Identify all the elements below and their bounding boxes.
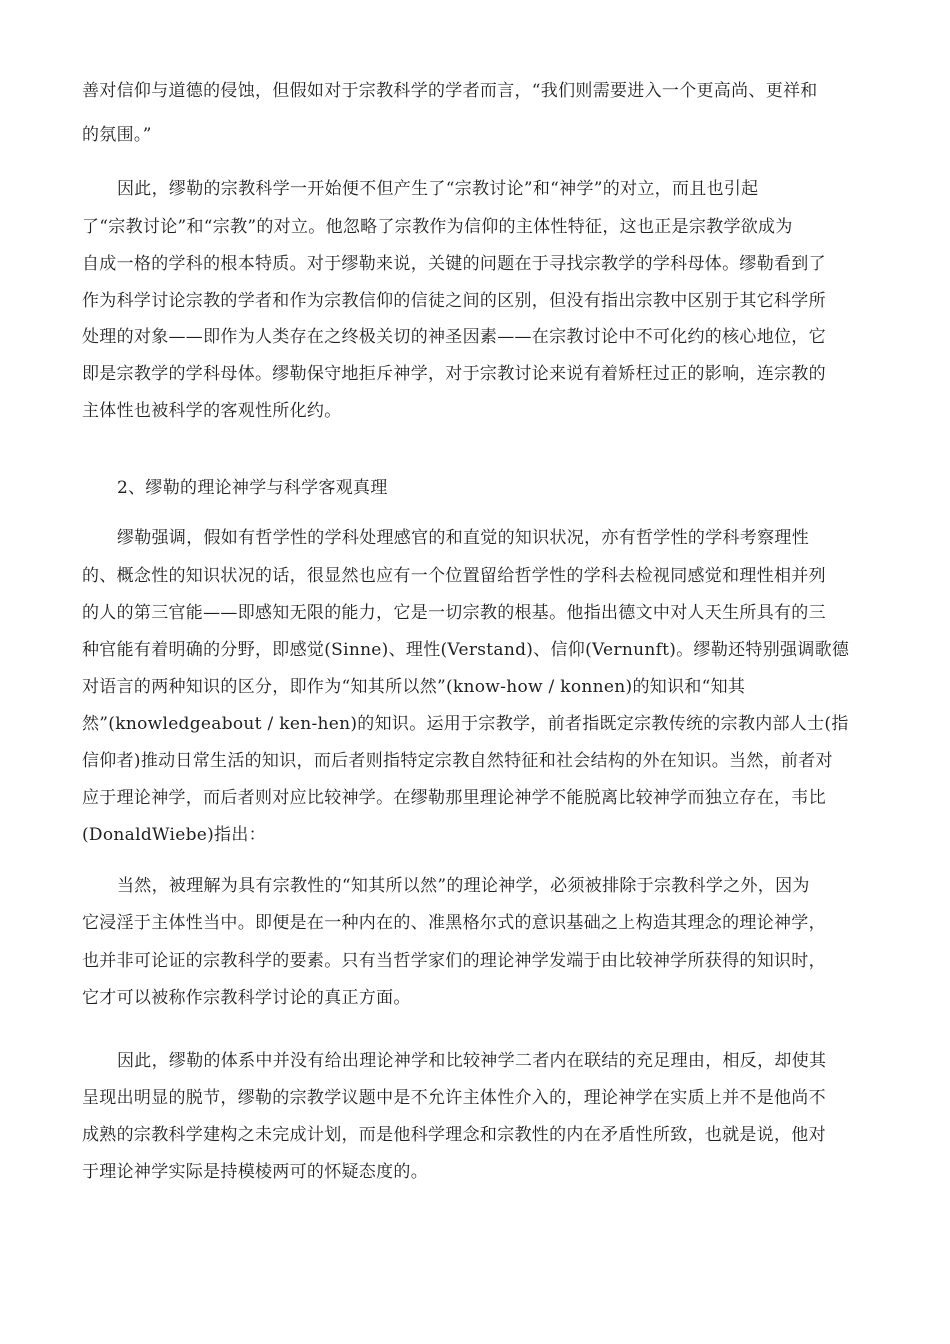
text-line: 种官能有着明确的分野，即感觉(Sinne)、理性(Verstand)、信仰(Vernunft)。缪勒还特别强调歌德 <box>82 640 850 660</box>
section-heading: 2、缪勒的理论神学与科学客观真理 <box>117 478 388 498</box>
text-line: 善对信仰与道德的侵蚀，但假如对于宗教科学的学者而言，“我们则需要进入一个更高尚、更祥和 <box>82 81 818 101</box>
text-line: 成熟的宗教科学建构之未完成计划，而是他科学理念和宗教性的内在矛盾性所致，也就是说，他对 <box>82 1125 826 1145</box>
text-line: 处理的对象——即作为人类存在之终极关切的神圣因素——在宗教讨论中不可化约的核心地位，它 <box>82 327 826 347</box>
text-line: 信仰者)推动日常生活的知识，而后者则指特定宗教自然特征和社会结构的外在知识。当然，前者对 <box>82 751 833 771</box>
text-line: 的、概念性的知识状况的话，很显然也应有一个位置留给哲学性的学科去检视同感觉和理性相并列 <box>82 566 826 586</box>
text-line: 因此，缪勒的体系中并没有给出理论神学和比较神学二者内在联结的充足理由，相反，却使其 <box>117 1051 827 1071</box>
text-line: (DonaldWiebe)指出： <box>82 825 266 845</box>
text-line: 主体性也被科学的客观性所化约。 <box>82 401 342 421</box>
text-line: 自成一格的学科的根本特质。对于缪勒来说，关键的问题在于寻找宗教学的学科母体。缪勒看到了 <box>82 254 826 274</box>
text-line: 的氛围。” <box>82 125 152 145</box>
text-line: 应于理论神学，而后者则对应比较神学。在缪勒那里理论神学不能脱离比较神学而独立存在，韦比 <box>82 788 826 808</box>
text-line: 对语言的两种知识的区分，即作为“知其所以然”(know-how / konnen)的知识和“知其 <box>82 677 746 697</box>
text-line: 它才可以被称作宗教科学讨论的真正方面。 <box>82 988 411 1008</box>
text-line: 也并非可论证的宗教科学的要素。只有当哲学家们的理论神学发端于由比较神学所获得的知识时， <box>82 951 826 971</box>
text-line: 缪勒强调，假如有哲学性的学科处理感官的和直觉的知识状况，亦有哲学性的学科考察理性 <box>117 528 809 548</box>
text-line: 当然，被理解为具有宗教性的“知其所以然”的理论神学，必须被排除于宗教科学之外，因为 <box>117 876 810 896</box>
text-line: 了“宗教讨论”和“宗教”的对立。他忽略了宗教作为信仰的主体性特征，这也正是宗教学欲成为 <box>82 217 793 237</box>
text-line: 的人的第三官能——即感知无限的能力，它是一切宗教的根基。他指出德文中对人天生所具有的三 <box>82 603 826 623</box>
text-line: 即是宗教学的学科母体。缪勒保守地拒斥神学，对于宗教讨论来说有着矫枉过正的影响，连宗教的 <box>82 364 826 384</box>
text-line: 作为科学讨论宗教的学者和作为宗教信仰的信徒之间的区别，但没有指出宗教中区别于其它科学所 <box>82 291 826 311</box>
text-line: 于理论神学实际是持模棱两可的怀疑态度的。 <box>82 1162 428 1182</box>
text-line: 然”(knowledgeabout / ken-hen)的知识。运用于宗教学，前者指既定宗教传统的宗教内部人士(指 <box>82 714 849 734</box>
text-line: 呈现出明显的脱节，缪勒的宗教学议题中是不允许主体性介入的，理论神学在实质上并不是他尚不 <box>82 1088 826 1108</box>
text-line: 它浸淫于主体性当中。即便是在一种内在的、准黑格尔式的意识基础之上构造其理念的理论神学， <box>82 913 826 933</box>
text-line: 因此，缪勒的宗教科学一开始便不但产生了“宗教讨论”和“神学”的对立，而且也引起 <box>117 179 759 199</box>
